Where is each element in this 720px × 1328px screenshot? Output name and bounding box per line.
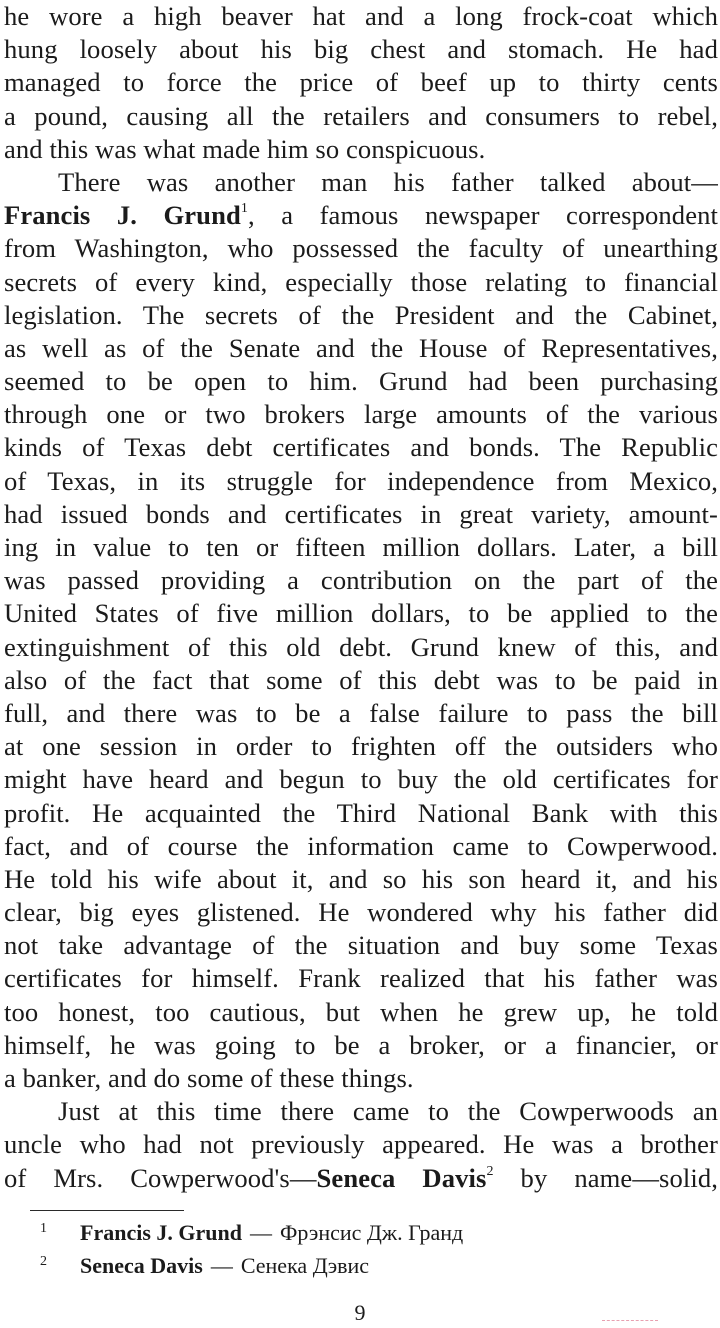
text-line bbox=[4, 996, 718, 1029]
text-segment: himself, he was going to be a broker, or a financier, or bbox=[4, 1029, 718, 1060]
text-line bbox=[4, 631, 718, 664]
page-number: 9 bbox=[354, 1300, 366, 1325]
footnote-term: Francis J. Grund bbox=[80, 1220, 242, 1245]
text-segment: from Washington, who possessed the faculty of unearthing bbox=[4, 233, 718, 264]
name-bold: Francis J. Grund bbox=[4, 200, 241, 231]
text-line bbox=[4, 332, 718, 365]
text-segment: extinguishment of this old debt. Grund knew of this, and bbox=[4, 631, 718, 662]
text-segment: Just at this time there came to the Cowperwoods an bbox=[58, 1096, 718, 1127]
text-segment: a pound, causing all the retailers and consumers to rebel, bbox=[4, 100, 718, 131]
text-line bbox=[4, 763, 718, 796]
text-line bbox=[4, 199, 718, 232]
text-line bbox=[4, 664, 718, 697]
text-segment: full, and there was to be a false failure to pass the bill bbox=[4, 697, 718, 728]
text-segment: clear, big eyes glistened. He wondered why his father did bbox=[4, 897, 718, 928]
text-line bbox=[4, 398, 718, 431]
text-segment: too honest, too cautious, but when he grew up, he told bbox=[4, 996, 718, 1027]
text-line bbox=[4, 1062, 718, 1095]
text-line bbox=[4, 962, 718, 995]
text-line bbox=[4, 0, 718, 33]
text-line bbox=[4, 1095, 718, 1128]
text-segment: , a famous newspaper correspondent bbox=[247, 200, 718, 231]
footnote-number: 1 bbox=[40, 1221, 47, 1236]
text-segment: seemed to be open to him. Grund had been purchasing bbox=[4, 366, 718, 397]
text-line bbox=[4, 232, 718, 265]
text-line bbox=[4, 1029, 718, 1062]
text-line bbox=[4, 597, 718, 630]
text-segment: also of the fact that some of this debt was to be paid in bbox=[4, 664, 718, 695]
text-line bbox=[4, 66, 718, 99]
text-segment: by name—solid, bbox=[493, 1162, 718, 1193]
footnote-reference: 2 bbox=[486, 1163, 494, 1179]
text-segment: He told his wife about it, and so his son heard it, and his bbox=[4, 863, 718, 894]
text-segment: not take advantage of the situation and buy some Texas bbox=[4, 930, 718, 961]
footnote-divider bbox=[30, 1210, 184, 1211]
text-line bbox=[4, 365, 718, 398]
scan-artifact-mark bbox=[602, 1320, 658, 1321]
text-line bbox=[4, 299, 718, 332]
text-segment: hung loosely about his big chest and stomach. He had bbox=[4, 34, 718, 65]
text-segment: certificates for himself. Frank realized that his father was bbox=[4, 963, 718, 994]
footnote-number: 2 bbox=[40, 1254, 47, 1269]
text-line bbox=[4, 730, 718, 763]
text-segment: a banker, and do some of these things. bbox=[4, 1063, 414, 1093]
text-segment: he wore a high beaver hat and a long frock-coat which bbox=[4, 1, 718, 31]
footnote-term: Seneca Davis bbox=[80, 1253, 203, 1278]
text-segment: at one session in order to frighten off the outsiders who bbox=[4, 731, 718, 762]
text-line bbox=[4, 498, 718, 531]
text-segment: profit. He acquainted the Third National Bank with this bbox=[4, 797, 718, 828]
body-text bbox=[4, 0, 718, 1195]
text-segment: secrets of every kind, especially those relating to financial bbox=[4, 266, 718, 297]
text-segment: fact, and of course the information came to Cowperwood. bbox=[4, 830, 718, 861]
footnote-translation: Сенека Дэвис bbox=[240, 1253, 370, 1278]
text-line bbox=[4, 1128, 718, 1161]
footnote-dash: — bbox=[249, 1220, 272, 1245]
text-segment: managed to force the price of beef up to thirty cents bbox=[4, 67, 718, 98]
text-line bbox=[4, 465, 718, 498]
text-line bbox=[4, 133, 718, 166]
footnote-1 bbox=[40, 1216, 680, 1249]
text-segment: kinds of Texas debt certificates and bonds. The Republic bbox=[4, 432, 718, 463]
footnote-translation: Фрэнсис Дж. Гранд bbox=[279, 1220, 464, 1245]
text-segment: and this was what made him so conspicuous. bbox=[4, 133, 486, 164]
text-line bbox=[4, 1162, 718, 1195]
text-segment: was passed providing a contribution on the part of the bbox=[4, 565, 718, 596]
text-line bbox=[4, 564, 718, 597]
text-segment: as well as of the Senate and the House of Representatives, bbox=[4, 332, 718, 363]
name-bold: Seneca Davis bbox=[316, 1162, 487, 1193]
text-line bbox=[4, 431, 718, 464]
text-line bbox=[4, 100, 718, 133]
text-line bbox=[4, 531, 718, 564]
text-segment: uncle who had not previously appeared. He was a brother bbox=[4, 1129, 718, 1160]
text-segment: might have heard and begun to buy the old certificates for bbox=[4, 764, 718, 795]
text-line bbox=[4, 797, 718, 830]
text-segment: There was another man his father talked about— bbox=[58, 166, 718, 197]
text-segment: had issued bonds and certificates in great variety, amount- bbox=[4, 498, 718, 529]
text-line bbox=[4, 863, 718, 896]
text-segment: through one or two brokers large amounts of the various bbox=[4, 399, 718, 430]
text-line bbox=[4, 896, 718, 929]
footnotes bbox=[40, 1216, 680, 1282]
text-line bbox=[4, 166, 718, 199]
text-segment: legislation. The secrets of the President and the Cabinet, bbox=[4, 299, 718, 330]
text-segment: of Texas, in its struggle for independence from Mexico, bbox=[4, 465, 718, 496]
text-segment: ing in value to ten or fifteen million dollars. Later, a bill bbox=[4, 532, 718, 562]
text-segment: United States of five million dollars, to be applied to the bbox=[4, 598, 718, 629]
footnote-2 bbox=[40, 1249, 680, 1282]
text-line bbox=[4, 266, 718, 299]
text-line bbox=[4, 697, 718, 730]
text-segment: of Mrs. Cowperwood's— bbox=[4, 1162, 317, 1193]
footnote-dash: — bbox=[210, 1253, 233, 1278]
text-line bbox=[4, 33, 718, 66]
text-line bbox=[4, 929, 718, 962]
footnote-reference: 1 bbox=[240, 201, 248, 217]
text-line bbox=[4, 830, 718, 863]
